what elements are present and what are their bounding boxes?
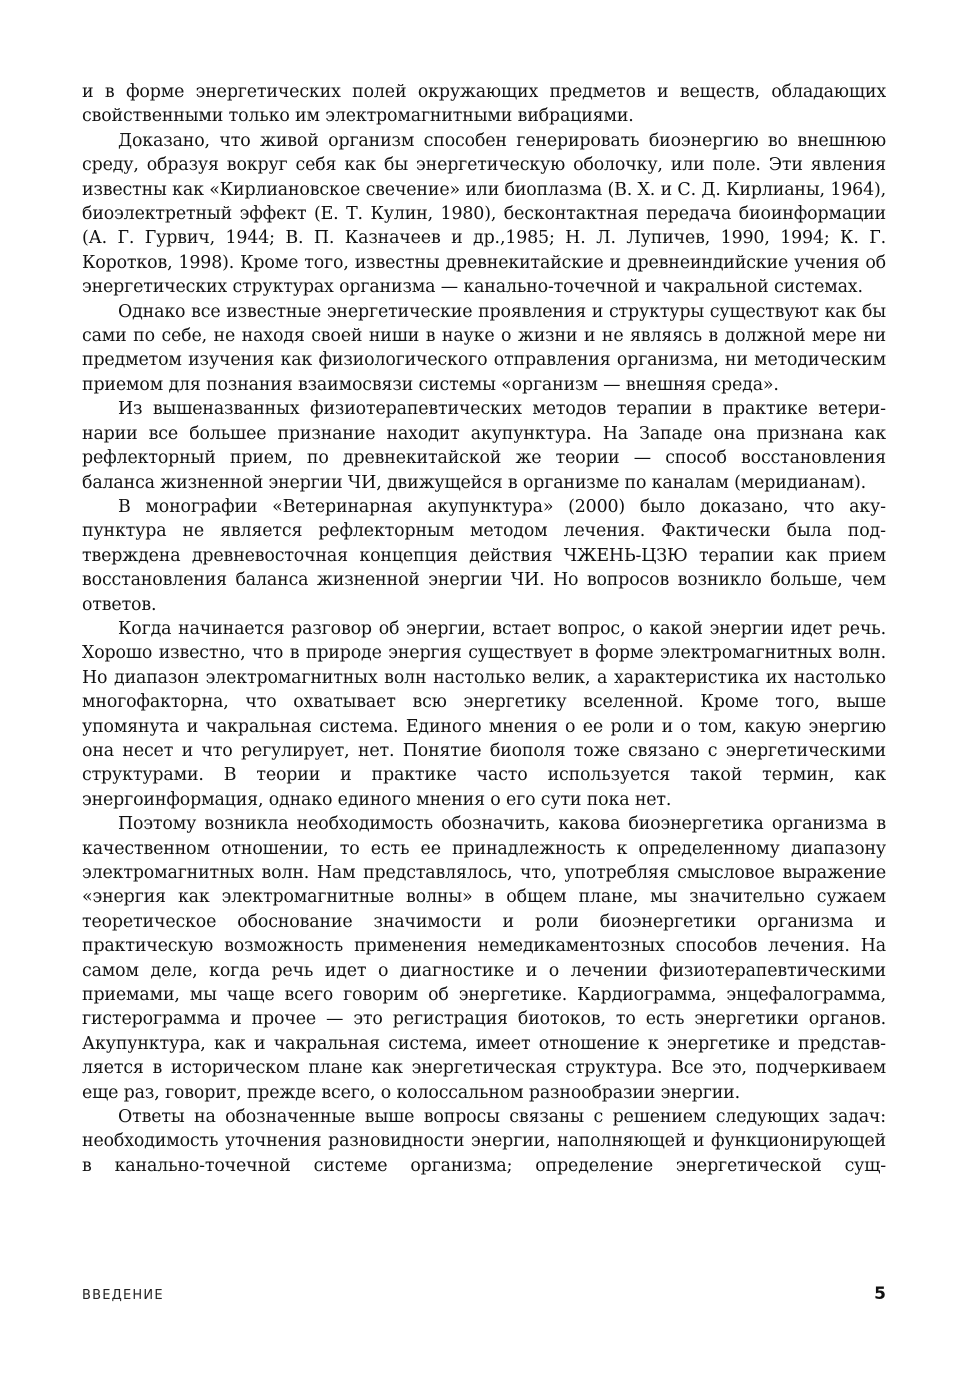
body-text bbox=[82, 80, 886, 1178]
paragraph-continued: Ответы на обозначенные выше вопросы связаны с решением следующих задач: необходимость уточнения разновидности энергии, наполняющей и функционирующей в канально-точечной системе организма; определение энергетической сущ- bbox=[82, 1107, 886, 1176]
paragraph: Поэтому возникла необходимость обозначить, какова биоэнергетика организма в качественном отношении, то есть ее принадлежность к определенному диапазону электромагнитных волн. Нам представлялось, что, употребляя смысловое выражение «энергия как электромагнитные волны» в общем плане, мы значительно сужаем теоретическое обоснование значимости и роли биоэнергетики организма и практическую возможность применения немедикаментозных способов лечения. На самом деле, когда речь идет о диагностике и о лечении физиотерапевтическими приемами, мы чаще всего говорим об энергетике. Кардиограмма, энцефалограмма, гистерограмма и прочее — это регистрация биотоков, то есть энергетики органов. Акупунктура, как и чакральная система, имеет отношение к энергетике и представляется в историческом плане как энергетическая структура. Все это, подчеркиваем еще раз, говорит, прежде всего, о колоссальном разнообразии энергии. bbox=[82, 814, 886, 1103]
paragraph-continuation: и в форме энергетических полей окружающих предметов и веществ, обладающих свойственными только им электромагнитными вибрациями. bbox=[82, 82, 886, 127]
paragraph: Однако все известные энергетические проявления и структуры существуют как бы сами по себе, не находя своей ниши в науке о жизни и не являясь в должной мере ни предметом изучения как физиологического отправления организма, ни методическим приемом для познания взаимосвязи системы «организм — внешняя среда». bbox=[82, 301, 886, 395]
running-head: ВВЕДЕНИЕ bbox=[82, 1288, 164, 1303]
paragraph: Из вышеназванных физиотерапевтических методов терапии в практике ветеринарии все большее признание находит акупунктура. На Западе она признана как рефлекторный прием, по древнекитайской же теории — способ восстановления баланса жизненной энергии ЧИ, движущейся в организме по каналам (меридианам). bbox=[82, 399, 886, 493]
paragraph: Доказано, что живой организм способен генерировать биоэнергию во внешнюю среду, образуя вокруг себя как бы энергетическую оболочку, или поле. Эти явления известны как «Кирлиановское свечение» или биоплазма (В. Х. и С. Д. Кирлианы, 1964), биоэлектретный эффект (Е. Т. Кулин, 1980), бесконтактная передача биоинформации (А. Г. Гурвич, 1944; В. П. Казначеев и др.,1985; Н. Л. Лупичев, 1990, 1994; К. Г. Коротков, 1998). Кроме того, известны древнекитайские и древнеиндийские учения об энергетических структурах организма — канально-точечной и чакральной системах. bbox=[82, 130, 886, 298]
paragraph: Когда начинается разговор об энергии, встает вопрос, о какой энергии идет речь. Хорошо известно, что в природе энергия существует в форме электромагнитных волн. Но диапазон электромагнитных волн настолько велик, а характеристика их настолько многофакторна, что охватывает всю энергетику вселенной. Кроме того, выше упомянута и чакральная система. Единого мнения о ее роли и о том, какую энергию она несет и что регулирует, нет. Понятие биополя тоже связано с энергетическими структурами. В теории и практике часто используется такой термин, как энергоинформация, однако единого мнения о его сути пока нет. bbox=[82, 618, 886, 810]
paragraph: В монографии «Ветеринарная акупунктура» (2000) было доказано, что акупунктура не является рефлекторным методом лечения. Фактически была подтверждена древневосточная концепция действия ЧЖЕНЬ-ЦЗЮ терапии как прием восстановления баланса жизненной энергии ЧИ. Но вопросов возникло больше, чем ответов. bbox=[82, 496, 886, 615]
page-number: 5 bbox=[874, 1284, 886, 1304]
page-footer bbox=[82, 1284, 886, 1314]
page-content bbox=[82, 80, 886, 1280]
